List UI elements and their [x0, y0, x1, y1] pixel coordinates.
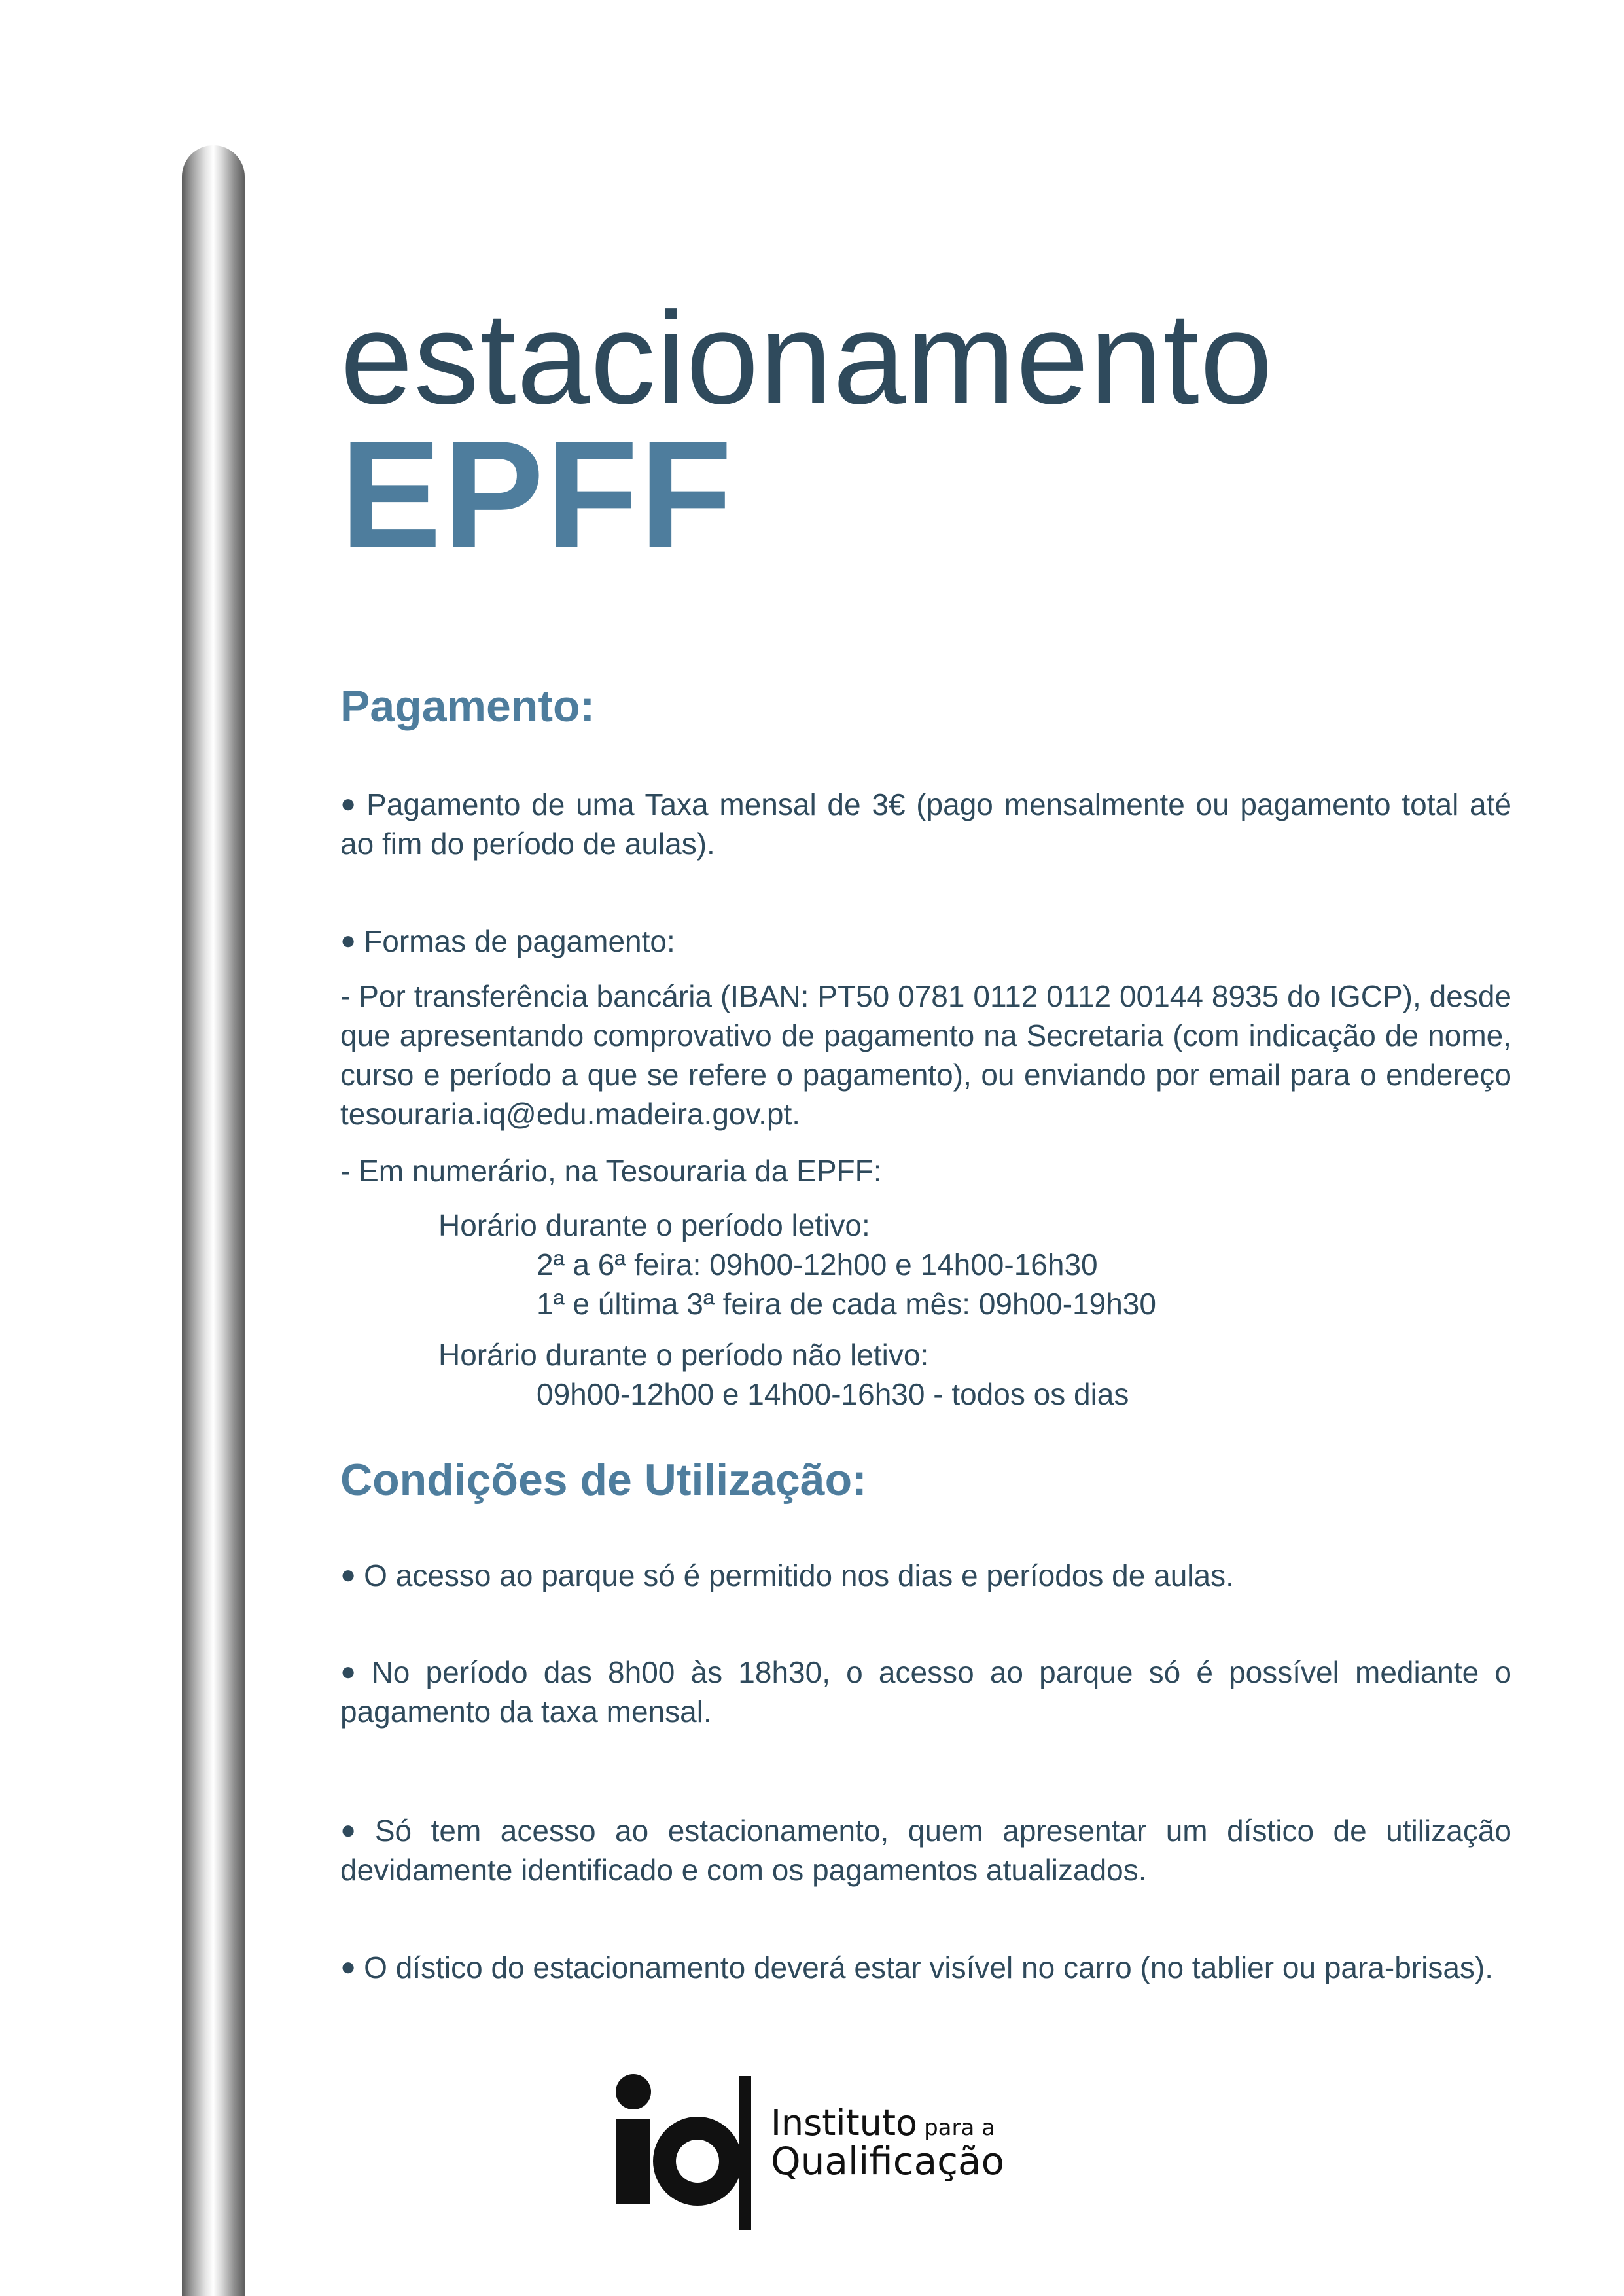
- bullet-icon: ●: [340, 1560, 357, 1589]
- condition-item: [340, 1810, 1511, 1890]
- conditions-heading: Condições de Utilização:: [340, 1455, 867, 1505]
- condition-item: [340, 1555, 1511, 1595]
- iq-logo-mark-icon: [614, 2068, 771, 2232]
- title-epff: EPFF: [340, 410, 733, 579]
- schedule-letivo-tuesdays: 1ª e última 3ª feira de cada mês: 09h00-19h30: [537, 1287, 1156, 1321]
- decorative-pole: [182, 145, 245, 2296]
- payment-cash: - Em numerário, na Tesouraria da EPFF:: [340, 1154, 882, 1188]
- schedule-nao-letivo-hours: 09h00-12h00 e 14h00-16h30 - todos os dias: [537, 1377, 1129, 1411]
- payment-fee-text: Pagamento de uma Taxa mensal de 3€ (pago mensalmente ou pagamento total até ao fim do período de aulas).: [340, 787, 1511, 861]
- payment-methods-text: Formas de pagamento:: [364, 924, 675, 958]
- logo-text-instituto: Instituto para a: [771, 2102, 995, 2144]
- payment-transfer: - Por transferência bancária (IBAN: PT50 0781 0112 0112 00144 8935 do IGCP), desde que apresentando comprovativo de pagamento na Secretaria (com indicação de nome, curso e período a que se refere o pagamento), ou enviando por email para o endereço tesouraria.iq@edu.madeira.gov.pt.: [340, 979, 1511, 1131]
- condition-item: [340, 1947, 1511, 1987]
- bullet-icon: ●: [340, 1657, 364, 1686]
- bullet-icon: ●: [340, 789, 359, 818]
- bullet-icon: ●: [340, 1952, 357, 1981]
- condition-item: [340, 1652, 1511, 1731]
- logo-text-qualificacao: Qualificação: [771, 2139, 1005, 2183]
- schedule-letivo-label: Horário durante o período letivo:: [438, 1208, 870, 1242]
- condition-text: O acesso ao parque só é permitido nos dias e períodos de aulas.: [364, 1558, 1234, 1592]
- title-estacionamento: estacionamento: [340, 285, 1274, 431]
- schedule-nao-letivo-label: Horário durante o período não letivo:: [438, 1338, 929, 1372]
- payment-heading: Pagamento:: [340, 681, 595, 731]
- payment-bullet-fee: [340, 784, 1511, 863]
- bullet-icon: ●: [340, 1816, 367, 1844]
- condition-text: Só tem acesso ao estacionamento, quem apresentar um dístico de utilização devidamente identificado e com os pagamentos atualizados.: [340, 1814, 1511, 1887]
- schedule-letivo-weekdays: 2ª a 6ª feira: 09h00-12h00 e 14h00-16h30: [537, 1247, 1098, 1282]
- payment-bullet-methods: [340, 921, 675, 961]
- condition-text: No período das 8h00 às 18h30, o acesso ao parque só é possível mediante o pagamento da taxa mensal.: [340, 1655, 1511, 1729]
- bullet-icon: ●: [340, 926, 357, 955]
- condition-text: O dístico do estacionamento deverá estar visível no carro (no tablier ou para-brisas).: [364, 1950, 1494, 1984]
- iq-logo: [614, 2068, 1019, 2232]
